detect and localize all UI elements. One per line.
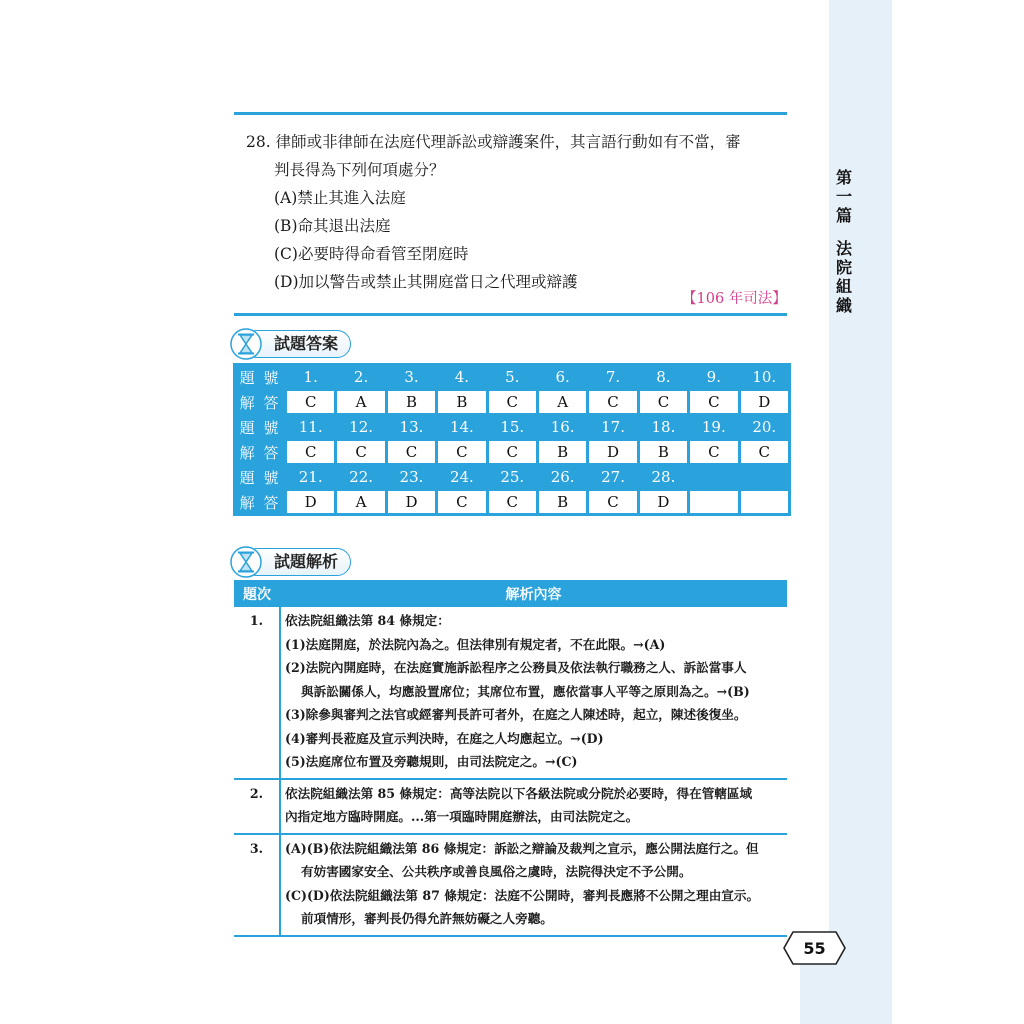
- question-number: [741, 466, 788, 488]
- answer-cell: C: [589, 491, 636, 513]
- question-number: 1.: [303, 368, 318, 386]
- chapter-char: 第: [835, 168, 852, 187]
- analysis-table: [234, 580, 787, 937]
- answer-row: [236, 391, 788, 413]
- question-line: 28. 律師或非律師在法庭代理訴訟或辯護案件，其言語行動如有不當，審: [246, 133, 741, 151]
- analysis-item-number: 1.: [249, 613, 264, 628]
- analysis-item-number: 2.: [234, 779, 280, 834]
- answer-cell: B: [539, 441, 586, 463]
- question-number: 26.: [550, 468, 575, 486]
- answer-number-row: [236, 366, 788, 388]
- answer-cell: C: [438, 441, 485, 463]
- question-number: 8.: [656, 368, 671, 386]
- answer-row-label: 解 答: [239, 393, 281, 412]
- analysis-row: [234, 607, 787, 779]
- chapter-title-char: 織: [835, 296, 852, 315]
- answer-cell: D: [589, 441, 636, 463]
- question-number: 18.: [651, 418, 676, 436]
- answer-cell: D: [741, 391, 788, 413]
- question-number: 11.: [298, 418, 323, 436]
- answer-cell: A: [337, 491, 384, 513]
- answer-cell: C: [690, 441, 737, 463]
- analysis-line: (C)(D)依法院組織法第 87 條規定：法庭不公開時，審判長應將不公開之理由宣示。: [285, 887, 760, 903]
- col-header-no: 題次: [234, 580, 280, 607]
- question-number: 3.: [404, 368, 419, 386]
- option-a: (A)禁止其進入法庭: [274, 189, 406, 207]
- answer-table: [233, 363, 791, 516]
- option-c: (C)必要時得命看管至閉庭時: [274, 245, 469, 263]
- analysis-line: 內指定地方臨時開庭。...第一項臨時開庭辦法，由司法院定之。: [285, 809, 639, 824]
- question-number: 27.: [601, 468, 625, 486]
- question-number: 23.: [399, 468, 424, 486]
- answer-cell: A: [539, 391, 586, 413]
- question-number: 22.: [349, 468, 374, 486]
- side-strip-lower: [800, 960, 892, 1024]
- answer-cell: C: [287, 441, 334, 463]
- exam-source: 【106 年司法】: [682, 291, 787, 307]
- analysis-line: (3)除參與審判之法官或經審判長許可者外，在庭之人陳述時，起立，陳述後復坐。: [285, 707, 747, 722]
- answer-row: [236, 441, 788, 463]
- analysis-line: 依法院組織法第 84 條規定：: [285, 613, 450, 628]
- analysis-line: 依法院組織法第 85 條規定：高等法院以下各級法院或分院於必要時，得在管轄區域: [285, 785, 753, 801]
- question-number: 20.: [752, 418, 777, 436]
- question-number: 9.: [706, 368, 721, 386]
- answer-cell: D: [388, 491, 435, 513]
- answer-cell: C: [589, 391, 636, 413]
- question-number: 13.: [399, 418, 424, 436]
- answer-number-row: [236, 416, 788, 438]
- number-row-label: 題 號: [239, 418, 281, 437]
- question-number: 28.: [651, 468, 676, 486]
- question-number: 21.: [298, 468, 323, 486]
- analysis-line: (1)法庭開庭，於法院內為之。但法律別有規定者，不在此限。→(A): [285, 636, 666, 652]
- question-number: 25.: [500, 468, 525, 486]
- answer-cell: [741, 491, 788, 513]
- answer-cell: B: [438, 391, 485, 413]
- answer-cell: D: [640, 491, 687, 513]
- chapter-char: 篇: [835, 206, 852, 225]
- answer-cell: C: [489, 441, 536, 463]
- hourglass-icon: [229, 327, 263, 361]
- answer-cell: C: [640, 391, 687, 413]
- answer-number-row: [236, 466, 788, 488]
- chapter-title-char: 法: [835, 239, 852, 258]
- page-number-badge: [783, 931, 846, 965]
- analysis-line: (2)法院內開庭時，在法庭實施訴訟程序之公務員及依法執行職務之人、訴訟當事人: [285, 660, 747, 675]
- answer-cell: A: [337, 391, 384, 413]
- answer-row-label: 解 答: [239, 443, 281, 462]
- analysis-row: [234, 834, 787, 936]
- analysis-line: 與訴訟關係人，均應設置席位；其席位布置，應依當事人平等之原則為之。→(B): [301, 683, 750, 699]
- hourglass-icon: [229, 545, 263, 579]
- question-number: 19.: [701, 418, 726, 436]
- question-number: 12.: [349, 418, 374, 436]
- analysis-line: (A)(B)依法院組織法第 86 條規定：訴訟之辯論及裁判之宣示，應公開法庭行之。但: [285, 840, 759, 856]
- analysis-item-number: 3.: [234, 834, 280, 936]
- analysis-row: [234, 779, 787, 834]
- analysis-content: [280, 834, 787, 936]
- question-number: 2.: [353, 368, 369, 386]
- col-header-content: 解析內容: [280, 580, 787, 607]
- analysis-section-title: 試題解析: [243, 548, 351, 576]
- answer-cell: C: [388, 441, 435, 463]
- question-number: 7.: [605, 368, 621, 386]
- answer-cell: C: [741, 441, 788, 463]
- question-bottom-rule: [234, 313, 787, 316]
- answer-cell: [690, 491, 737, 513]
- answer-cell: C: [287, 391, 334, 413]
- answers-section-title: 試題答案: [243, 330, 351, 358]
- answer-row-label: 解 答: [239, 493, 281, 512]
- answer-cell: B: [388, 391, 435, 413]
- chapter-title-char: 院: [835, 258, 852, 277]
- answer-cell: C: [337, 441, 384, 463]
- question-number: 6.: [555, 368, 570, 386]
- option-d: (D)加以警告或禁止其開庭當日之代理或辯護: [274, 273, 578, 291]
- chapter-char: 一: [835, 187, 852, 206]
- answer-cell: B: [539, 491, 586, 513]
- page-number: 55: [803, 939, 826, 958]
- chapter-label: [828, 168, 860, 315]
- question-number: 24.: [449, 468, 474, 486]
- question-number: 15.: [500, 418, 525, 436]
- answer-cell: C: [438, 491, 485, 513]
- top-rule: [234, 112, 787, 115]
- analysis-line: 前項情形，審判長仍得允許無妨礙之人旁聽。: [301, 911, 553, 926]
- question-number: 5.: [505, 368, 520, 386]
- analysis-line: 有妨害國家安全、公共秩序或善良風俗之虞時，法院得決定不予公開。: [301, 864, 692, 879]
- answer-cell: D: [287, 491, 334, 513]
- side-strip: [829, 0, 892, 1024]
- number-row-label: 題 號: [239, 468, 281, 487]
- question-number: [690, 466, 737, 488]
- answer-cell: C: [489, 391, 536, 413]
- question-line: 判長得為下列何項處分？: [274, 161, 445, 179]
- question-number: 16.: [550, 418, 575, 436]
- question-number: 10.: [752, 368, 777, 386]
- question-number: 14.: [449, 418, 474, 436]
- answer-cell: C: [489, 491, 536, 513]
- number-row-label: 題 號: [239, 368, 281, 387]
- answer-cell: C: [690, 391, 737, 413]
- question-number: 17.: [601, 418, 625, 436]
- answer-cell: B: [640, 441, 687, 463]
- answer-row: [236, 491, 788, 513]
- option-b: (B)命其退出法庭: [274, 217, 391, 235]
- chapter-title-char: 組: [835, 277, 852, 296]
- question-block: [246, 128, 791, 296]
- analysis-line: (5)法庭席位布置及旁聽規則，由司法院定之。→(C): [285, 754, 578, 769]
- question-number: 4.: [454, 368, 470, 386]
- analysis-line: (4)審判長蒞庭及宣示判決時，在庭之人均應起立。→(D): [285, 730, 604, 746]
- analysis-content: [280, 607, 787, 779]
- analysis-content: [280, 779, 787, 834]
